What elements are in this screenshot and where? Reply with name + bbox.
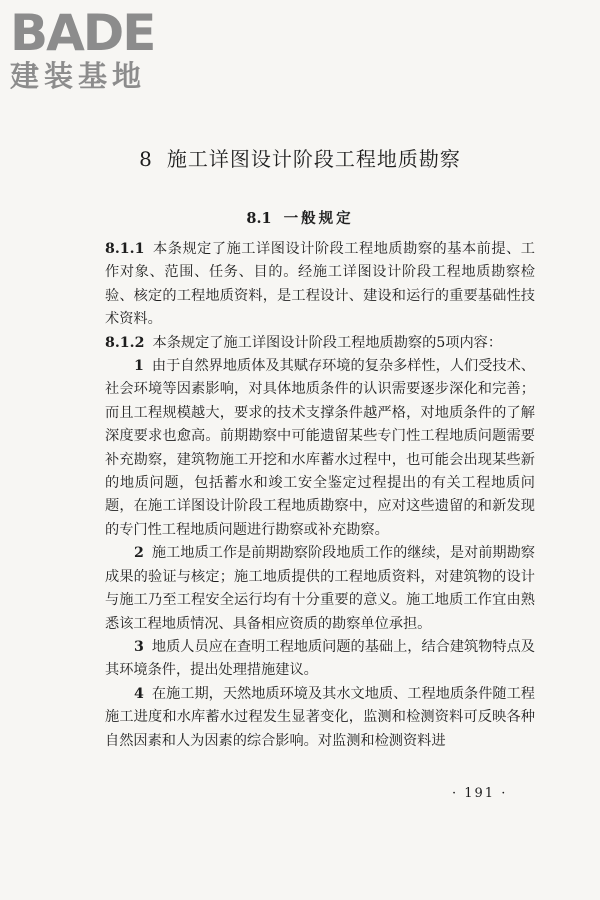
clause-number: 8.1.2 — [105, 334, 145, 351]
clause-text: 本条规定了施工详图设计阶段工程地质勘察的5项内容： — [152, 334, 503, 351]
list-item — [105, 636, 535, 683]
list-item — [105, 355, 535, 542]
section-number: 8.1 — [246, 210, 272, 227]
clause-text: 本条规定了施工详图设计阶段工程地质勘察的基本前提、工作对象、范围、任务、目的。经施工详图设计阶段工程地质勘察检验、核定的工程地质资料，是工程设计、建设和运行的重要基础性技术资料。 — [105, 241, 535, 328]
chapter-title: 施工详图设计阶段工程地质勘察 — [166, 147, 461, 171]
logo-subtitle: 建装基地 — [10, 59, 147, 93]
item-number: 2 — [134, 545, 144, 562]
item-number: 1 — [134, 358, 144, 375]
section-title: 一般规定 — [283, 210, 354, 227]
item-number: 3 — [134, 638, 144, 655]
list-item — [105, 542, 535, 636]
section-heading — [0, 207, 600, 228]
chapter-heading — [0, 143, 600, 172]
bade-logo — [10, 4, 180, 93]
item-text: 由于自然界地质体及其赋存环境的复杂多样性，人们受技术、社会环境等因素影响，对具体地质条件的认识需要逐步深化和完善；而且工程规模越大，要求的技术支撑条件越严格，对地质条件的了解深度要求也愈高。前期勘察中可能遗留某些专门性工程地质问题需要补充勘察，建筑物施工开挖和水库蓄水过程中，也可能会出现某些新的地质问题，包括蓄水和竣工安全鉴定过程提出的有关工程地质问题，在施工详图设计阶段工程地质勘察中，应对这些遗留的和新发现的专门性工程地质问题进行勘察或补充勘察。 — [105, 358, 535, 538]
item-text: 在施工期，天然地质环境及其水文地质、工程地质条件随工程施工进度和水库蓄水过程发生显著变化，监测和检测资料可反映各种自然因素和人为因素的综合影响。对监测和检测资料进 — [105, 685, 535, 749]
clause-8-1-2 — [105, 332, 535, 355]
chapter-number: 8 — [139, 147, 153, 171]
logo-brand: BADE — [10, 4, 155, 62]
list-item — [105, 683, 535, 753]
item-number: 4 — [134, 685, 144, 702]
clause-number: 8.1.1 — [105, 241, 145, 257]
clause-8-1-1 — [105, 238, 535, 332]
item-text: 地质人员应在查明工程地质问题的基础上，结合建筑物特点及其环境条件，提出处理措施建议。 — [105, 638, 535, 679]
body-text — [105, 238, 535, 753]
item-text: 施工地质工作是前期勘察阶段地质工作的继续，是对前期勘察成果的验证与核定；施工地质提供的工程地质资料，对建筑物的设计与施工乃至工程安全运行均有十分重要的意义。施工地质工作宜由熟悉该工程地质情况、具备相应资质的勘察单位承担。 — [105, 545, 535, 632]
page-number: · 191 · — [452, 786, 508, 801]
